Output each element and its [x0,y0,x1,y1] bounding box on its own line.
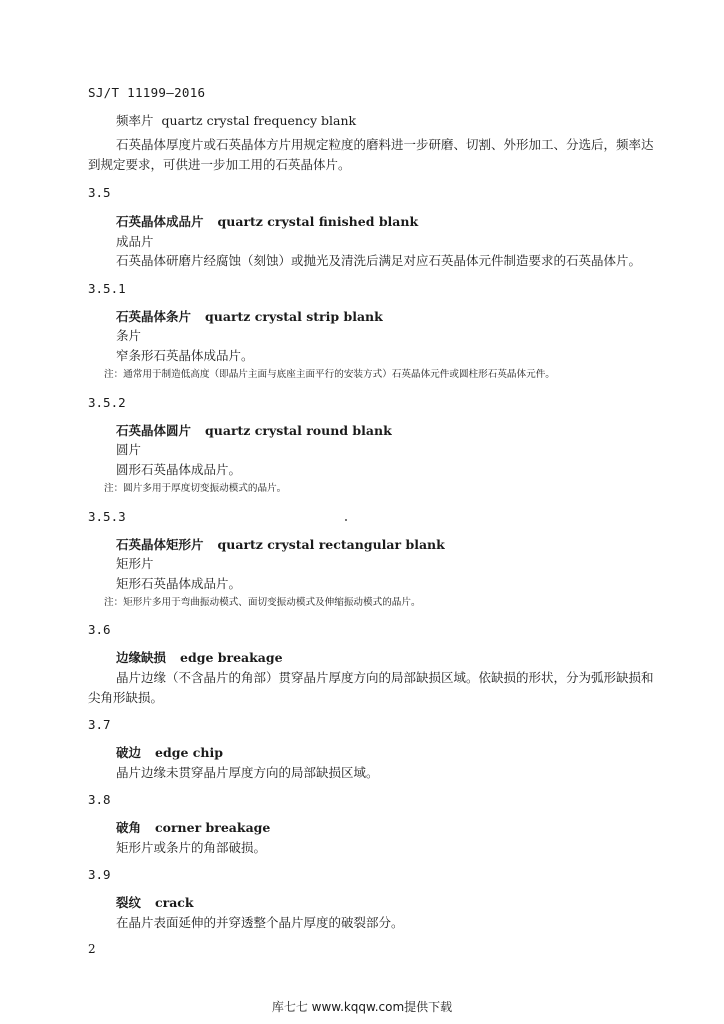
term-cn: 裂纹 [116,895,142,910]
section-number-3-5-3: 3.5.3 [88,509,126,524]
definition-line: 晶片边缘（不含晶片的角部）贯穿晶片厚度方向的局部缺损区域。依缺损的形状，分为弧形缺损和 [116,670,654,685]
section-number-3-8: 3.8 [88,792,111,807]
synonym: 成品片 [116,234,154,249]
term-round-blank [116,421,392,439]
term-en: quartz crystal rectangular blank [217,537,445,552]
term-en: quartz crystal frequency blank [161,113,357,128]
term-cn: 破边 [116,745,142,760]
section-number-3-5-1: 3.5.1 [88,281,126,296]
note: 注：圆片多用于厚度切变振动模式的晶片。 [104,483,287,494]
definition-line: 到规定要求，可供进一步加工用的石英晶体片。 [88,157,351,172]
definition: 窄条形石英晶体成品片。 [116,348,254,363]
term-en: quartz crystal round blank [205,423,392,438]
synonym: 条片 [116,328,142,343]
synonym: 矩形片 [116,556,154,571]
term-edge-breakage [116,648,283,666]
term-cn: 频率片 [116,113,154,128]
term-en: edge breakage [180,650,283,665]
term-frequency-blank [116,111,356,129]
definition-line: 石英晶体厚度片或石英晶体方片用规定粒度的磨料进一步研磨、切割、外形加工、分选后，频率达 [116,137,654,152]
definition: 晶片边缘未贯穿晶片厚度方向的局部缺损区域。 [116,765,379,780]
definition: 圆形石英晶体成品片。 [116,462,242,477]
section-number-3-9: 3.9 [88,867,111,882]
section-number-3-5: 3.5 [88,185,111,200]
scan-speck [345,519,347,521]
term-en: edge chip [155,745,223,760]
section-number-3-7: 3.7 [88,717,111,732]
section-number-3-6: 3.6 [88,622,111,637]
term-en: quartz crystal finished blank [217,214,419,229]
term-edge-chip [116,743,223,761]
term-crack [116,893,194,911]
term-corner-breakage [116,818,270,836]
term-cn: 石英晶体条片 [116,309,192,324]
term-en: corner breakage [155,820,271,835]
section-number-3-5-2: 3.5.2 [88,395,126,410]
term-en: quartz crystal strip blank [205,309,383,324]
definition: 石英晶体研磨片经腐蚀（刻蚀）或抛光及清洗后满足对应石英晶体元件制造要求的石英晶体片。 [116,253,642,268]
term-cn: 石英晶体成品片 [116,214,204,229]
document-code: SJ/T 11199—2016 [88,85,206,100]
term-finished-blank [116,212,418,230]
definition-line: 尖角形缺损。 [88,690,164,705]
term-strip-blank [116,307,383,325]
download-footer: 库七七 www.kqqw.com提供下载 [271,1000,453,1014]
term-cn: 边缘缺损 [116,650,167,665]
definition: 矩形石英晶体成品片。 [116,576,242,591]
term-rectangular-blank [116,535,445,553]
synonym: 圆片 [116,442,142,457]
definition: 矩形片或条片的角部破损。 [116,840,267,855]
page-number: 2 [88,942,96,956]
note: 注：矩形片多用于弯曲振动模式、面切变振动模式及伸缩振动模式的晶片。 [104,597,421,608]
term-cn: 石英晶体矩形片 [116,537,204,552]
term-cn: 破角 [116,820,142,835]
term-en: crack [155,895,194,910]
definition: 在晶片表面延伸的并穿透整个晶片厚度的破裂部分。 [116,915,404,930]
note: 注：通常用于制造低高度（即晶片主面与底座主面平行的安装方式）石英晶体元件或圆柱形石英晶体元件。 [104,369,555,380]
term-cn: 石英晶体圆片 [116,423,192,438]
